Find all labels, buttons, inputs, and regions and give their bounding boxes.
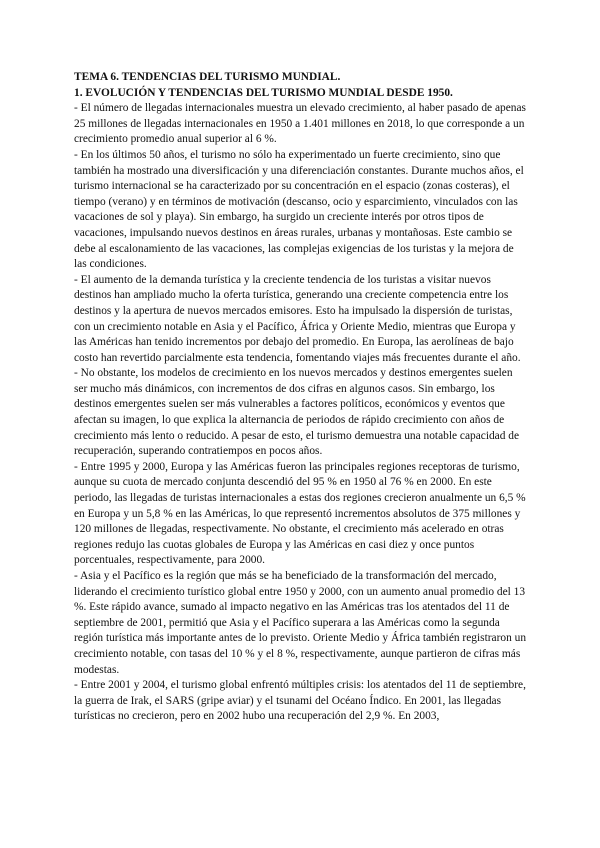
paragraph-2: - En los últimos 50 años, el turismo no sólo ha experimentado un fuerte crecimiento, sino que también ha mostrado una diversificación y una diferenciación constantes. Durante muchos años, el turismo internacional se ha caracterizado por su concentración en el espacio (zonas costeras), el tiempo (verano) y en términos de motivación (descanso, ocio y esparcimiento, vinculados con las vacaciones de sol y playa). Sin embargo, ha surgido un creciente interés por otros tipos de vacaciones, impulsando nuevos destinos en áreas rurales, urbanas y montañosas. Este cambio se debe al escalonamiento de las vacaciones, las complejas exigencias de los turistas y la mejora de las condiciones. — [74, 148, 524, 271]
section-heading: 1. EVOLUCIÓN Y TENDENCIAS DEL TURISMO MUNDIAL DESDE 1950. — [74, 86, 453, 99]
paragraph-6: - Asia y el Pacífico es la región que más se ha beneficiado de la transformación del mercado, liderando el crecimiento turístico global entre 1950 y 2000, con un aumento anual promedio del 13 %. Este rápido avance, sumado al impacto negativo en las Américas tras los atentados del 11 de septiembre de 2001, permitió que Asia y el Pacífico superara a las Américas como la segunda región turística más importante antes de lo previsto. Oriente Medio y África también registraron un crecimiento notable, con tasas del 10 % y el 8 %, respectivamente, aunque partieron de cifras más modestas. — [74, 570, 527, 676]
document-page — [74, 70, 526, 725]
paragraph-7: - Entre 2001 y 2004, el turismo global enfrentó múltiples crisis: los atentados del 11 de septiembre, la guerra de Irak, el SARS (gripe aviar) y el tsunami del Océano Índico. En 2001, las llegadas turísticas no crecieron, pero en 2002 hubo una recuperación del 2,9 %. En 2003, — [74, 679, 526, 723]
paragraph-1: - El número de llegadas internacionales muestra un elevado crecimiento, al haber pasado de apenas 25 millones de llegadas internacionales en 1950 a 1.401 millones en 2018, lo que corresponde a un crecimiento promedio anual superior al 6 %. — [74, 102, 526, 146]
paragraph-5: - Entre 1995 y 2000, Europa y las Américas fueron las principales regiones receptoras de turismo, aunque su cuota de mercado conjunta descendió del 95 % en 1950 al 76 % en 2000. En este periodo, las llegadas de turistas internacionales a estas dos regiones crecieron anualmente un 6,5 % en Europa y un 5,8 % en las Américas, lo que representó incrementos absolutos de 375 millones y 120 millones de llegadas, respectivamente. No obstante, el crecimiento más acelerado en otras regiones redujo las cuotas globales de Europa y las Américas en casi diez y once puntos porcentuales, respectivamente, para 2000. — [74, 460, 526, 567]
paragraph-3: - El aumento de la demanda turística y la creciente tendencia de los turistas a visitar nuevos destinos han ampliado mucho la oferta turística, generando una creciente competencia entre los destinos y la apertura de nuevos mercados emisores. Esto ha impulsado la dispersión de turistas, con un crecimiento notable en Asia y el Pacífico, África y Oriente Medio, mientras que Europa y las Américas han tenido incrementos por debajo del promedio. En Europa, las aerolíneas de bajo costo han revertido parcialmente esta tendencia, fomentando viajes más frecuentes durante el año. — [74, 273, 521, 364]
document-title: TEMA 6. TENDENCIAS DEL TURISMO MUNDIAL. — [74, 71, 341, 83]
paragraph-4: - No obstante, los modelos de crecimiento en los nuevos mercados y destinos emergentes suelen ser mucho más dinámicos, con incrementos de dos cifras en algunos casos. Sin embargo, los destinos emergentes suelen ser más vulnerables a factores políticos, económicos y eventos que afectan su imagen, lo que explica la alternancia de periodos de rápido crecimiento con años de crecimiento más lento o reducido. A pesar de esto, el turismo demuestra una notable capacidad de recuperación, superando contratiempos en pocos años. — [74, 367, 520, 458]
